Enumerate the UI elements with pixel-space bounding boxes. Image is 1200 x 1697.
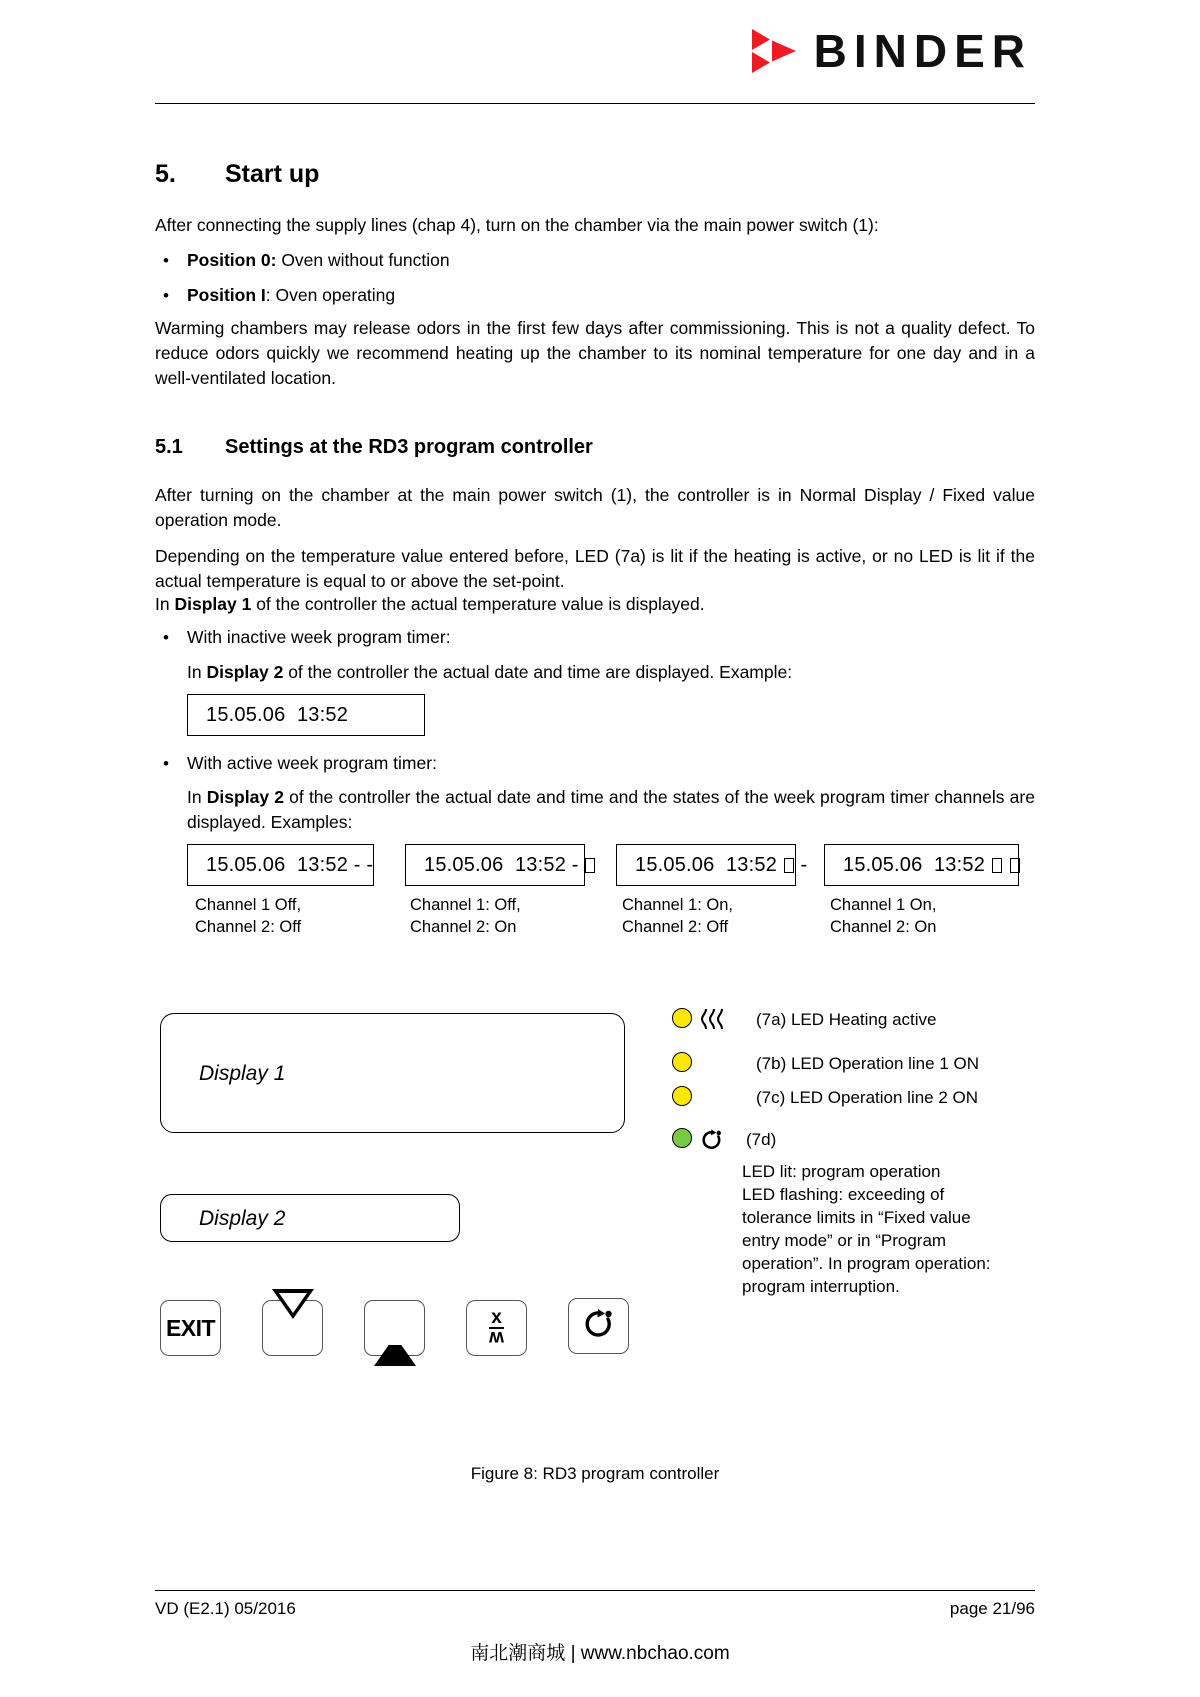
example-4-caption-line2: Channel 2: On — [830, 918, 937, 936]
display1-sentence-pre: In — [155, 594, 175, 614]
legend-item-7b — [672, 1052, 979, 1075]
example-1-caption-line2: Channel 2: Off — [195, 918, 302, 936]
display-example-inactive — [187, 694, 425, 736]
up-button[interactable] — [364, 1300, 425, 1356]
down-button[interactable] — [262, 1300, 323, 1356]
x-over-w-icon — [489, 1309, 504, 1347]
controller-display-1 — [160, 1013, 625, 1133]
legend-7d-description — [742, 1160, 1042, 1298]
display-example-3 — [616, 844, 808, 886]
footer-watermark: 南北潮商城 | www.nbchao.com — [470, 1643, 730, 1664]
legend-7d-line-1: LED lit: program operation — [742, 1162, 941, 1181]
legend-text-7d: (7d) — [746, 1130, 777, 1149]
subsection-paragraph-3 — [155, 592, 1035, 617]
legend-text-7c: (7c) LED Operation line 2 ON — [756, 1088, 979, 1107]
position-0-text: Oven without function — [276, 250, 450, 270]
example-1-caption — [195, 894, 301, 938]
section-5-heading — [155, 160, 1035, 189]
program-start-button[interactable] — [568, 1298, 629, 1354]
figure-caption: Figure 8: RD3 program controller — [470, 1464, 720, 1483]
display1-bold: Display 1 — [174, 594, 252, 614]
legend-item-7a — [672, 1008, 936, 1035]
example-2-caption-line1: Channel 1: Off, — [410, 896, 521, 914]
display-example-1-datetime: 15.05.06 13:52 — [206, 853, 349, 876]
legend-7d-line-2: LED flashing: exceeding of — [742, 1185, 945, 1204]
position-0-label: Position 0: — [187, 250, 277, 270]
circular-arrow-icon — [700, 1128, 724, 1157]
display-example-1-symbols: - - — [348, 853, 374, 876]
inactive-desc-pre: In — [187, 662, 207, 682]
example-4-caption-line1: Channel 1 On, — [830, 896, 937, 914]
binder-logo — [748, 25, 1032, 77]
display1-sentence-post: of the controller the actual temperature value is displayed. — [251, 594, 705, 614]
position-i-text: : Oven operating — [265, 285, 396, 305]
example-2-caption-line2: Channel 2: On — [410, 918, 517, 936]
inactive-timer-description — [155, 660, 1035, 685]
section-5-1-heading — [155, 436, 1035, 459]
display-example-4-symbols — [985, 854, 1021, 877]
display-example-2 — [405, 844, 585, 886]
legend-7d-line-5: operation”. In program operation: — [742, 1254, 991, 1273]
display-example-2-datetime: 15.05.06 13:52 — [424, 853, 567, 876]
exit-button-label: EXIT — [165, 1314, 216, 1341]
position-i-label: Position I — [187, 285, 266, 305]
controller-display-2 — [160, 1194, 460, 1242]
section-5-title: Start up — [225, 160, 320, 188]
active-timer-bullet-text: With active week program timer: — [187, 753, 437, 773]
display-example-3-symbols: - — [777, 854, 807, 877]
legend-7d-line-4: entry mode” or in “Program — [742, 1231, 947, 1250]
page-header — [0, 0, 1200, 110]
x-over-w-bottom: w — [489, 1327, 504, 1348]
channel-on-box-icon — [585, 858, 595, 873]
circular-arrow-icon — [582, 1307, 616, 1346]
legend-7d-line-3: tolerance limits in “Fixed value — [742, 1208, 971, 1227]
power-switch-positions-list — [155, 248, 1035, 318]
active-desc-bold: Display 2 — [206, 787, 284, 807]
list-item — [155, 283, 1035, 308]
heating-waves-icon — [701, 1008, 731, 1035]
list-item — [155, 248, 1035, 273]
example-3-caption — [622, 894, 733, 938]
brand-name: BINDER — [813, 25, 1032, 77]
display-example-1 — [187, 844, 374, 886]
active-desc-post: of the controller the actual date and time and the states of the week program timer channels are displayed. Examples: — [187, 787, 1035, 832]
example-3-caption-line2: Channel 2: Off — [622, 918, 729, 936]
inactive-timer-list — [155, 625, 1035, 660]
legend-text-7b: (7b) LED Operation line 1 ON — [756, 1054, 979, 1073]
header-divider — [155, 103, 1035, 104]
display-example-4 — [824, 844, 1019, 886]
binder-triangle-logo-icon — [748, 28, 800, 74]
x-over-w-top: x — [489, 1309, 504, 1329]
triangle-down-icon — [272, 1319, 314, 1337]
footer-page-number: page 21/96 — [949, 1599, 1035, 1618]
example-1-caption-line1: Channel 1 Off, — [195, 896, 302, 914]
inactive-desc-post: of the controller the actual date and time are displayed. Example: — [283, 662, 793, 682]
active-timer-list — [155, 751, 1035, 786]
led-green-program-operation-icon — [672, 1128, 692, 1148]
display-example-4-datetime: 15.05.06 13:52 — [843, 853, 986, 876]
example-4-caption — [830, 894, 936, 938]
legend-item-7c — [672, 1086, 978, 1109]
setpoint-button[interactable] — [466, 1300, 527, 1356]
channel-on-box-icon — [784, 858, 794, 873]
legend-7d-line-6: program interruption. — [742, 1277, 900, 1296]
footer-document-id: VD (E2.1) 05/2016 — [155, 1599, 296, 1618]
triangle-up-icon — [374, 1319, 416, 1337]
active-desc-pre: In — [187, 787, 207, 807]
list-item — [155, 625, 1035, 650]
display-2-label: Display 2 — [199, 1207, 286, 1230]
led-yellow-heating-icon — [672, 1008, 692, 1028]
led-yellow-operation-line-1-icon — [672, 1052, 692, 1072]
section-5-number: 5. — [155, 160, 176, 188]
exit-button[interactable] — [160, 1300, 221, 1356]
inactive-desc-bold: Display 2 — [206, 662, 284, 682]
display-example-3-datetime: 15.05.06 13:52 — [635, 853, 778, 876]
inactive-timer-bullet-text: With inactive week program timer: — [187, 627, 451, 647]
channel-on-box-icon — [1010, 858, 1020, 873]
display-1-label: Display 1 — [199, 1062, 286, 1085]
list-item — [155, 751, 1035, 776]
example-2-caption — [410, 894, 521, 938]
display-example-2-symbols: - — [566, 854, 596, 877]
subsection-paragraph-1: After turning on the chamber at the main power switch (1), the controller is in Normal Display / Fixed value operation mode. — [155, 485, 1035, 530]
odor-warning-paragraph: Warming chambers may release odors in the first few days after commissioning. This is not a quality defect. To reduce odors quickly we recommend heating up the chamber to its nominal temperature for one day and in a well-ventilated location. — [155, 318, 1035, 388]
subsection-paragraph-2: Depending on the temperature value entered before, LED (7a) is lit if the heating is active, or no LED is lit if the actual temperature is equal to or above the set-point. — [155, 546, 1035, 591]
active-timer-description — [155, 785, 1035, 835]
section-5-1-title: Settings at the RD3 program controller — [225, 436, 593, 458]
legend-item-7d — [672, 1128, 776, 1157]
legend-text-7a: (7a) LED Heating active — [756, 1010, 937, 1029]
example-3-caption-line1: Channel 1: On, — [622, 896, 733, 914]
footer-divider — [155, 1590, 1035, 1591]
section-5-intro: After connecting the supply lines (chap 4), turn on the chamber via the main power switch (1): — [155, 215, 879, 235]
display-example-inactive-value: 15.05.06 13:52 — [206, 703, 349, 726]
led-yellow-operation-line-2-icon — [672, 1086, 692, 1106]
section-5-1-number: 5.1 — [155, 436, 183, 458]
channel-on-box-icon — [992, 858, 1002, 873]
